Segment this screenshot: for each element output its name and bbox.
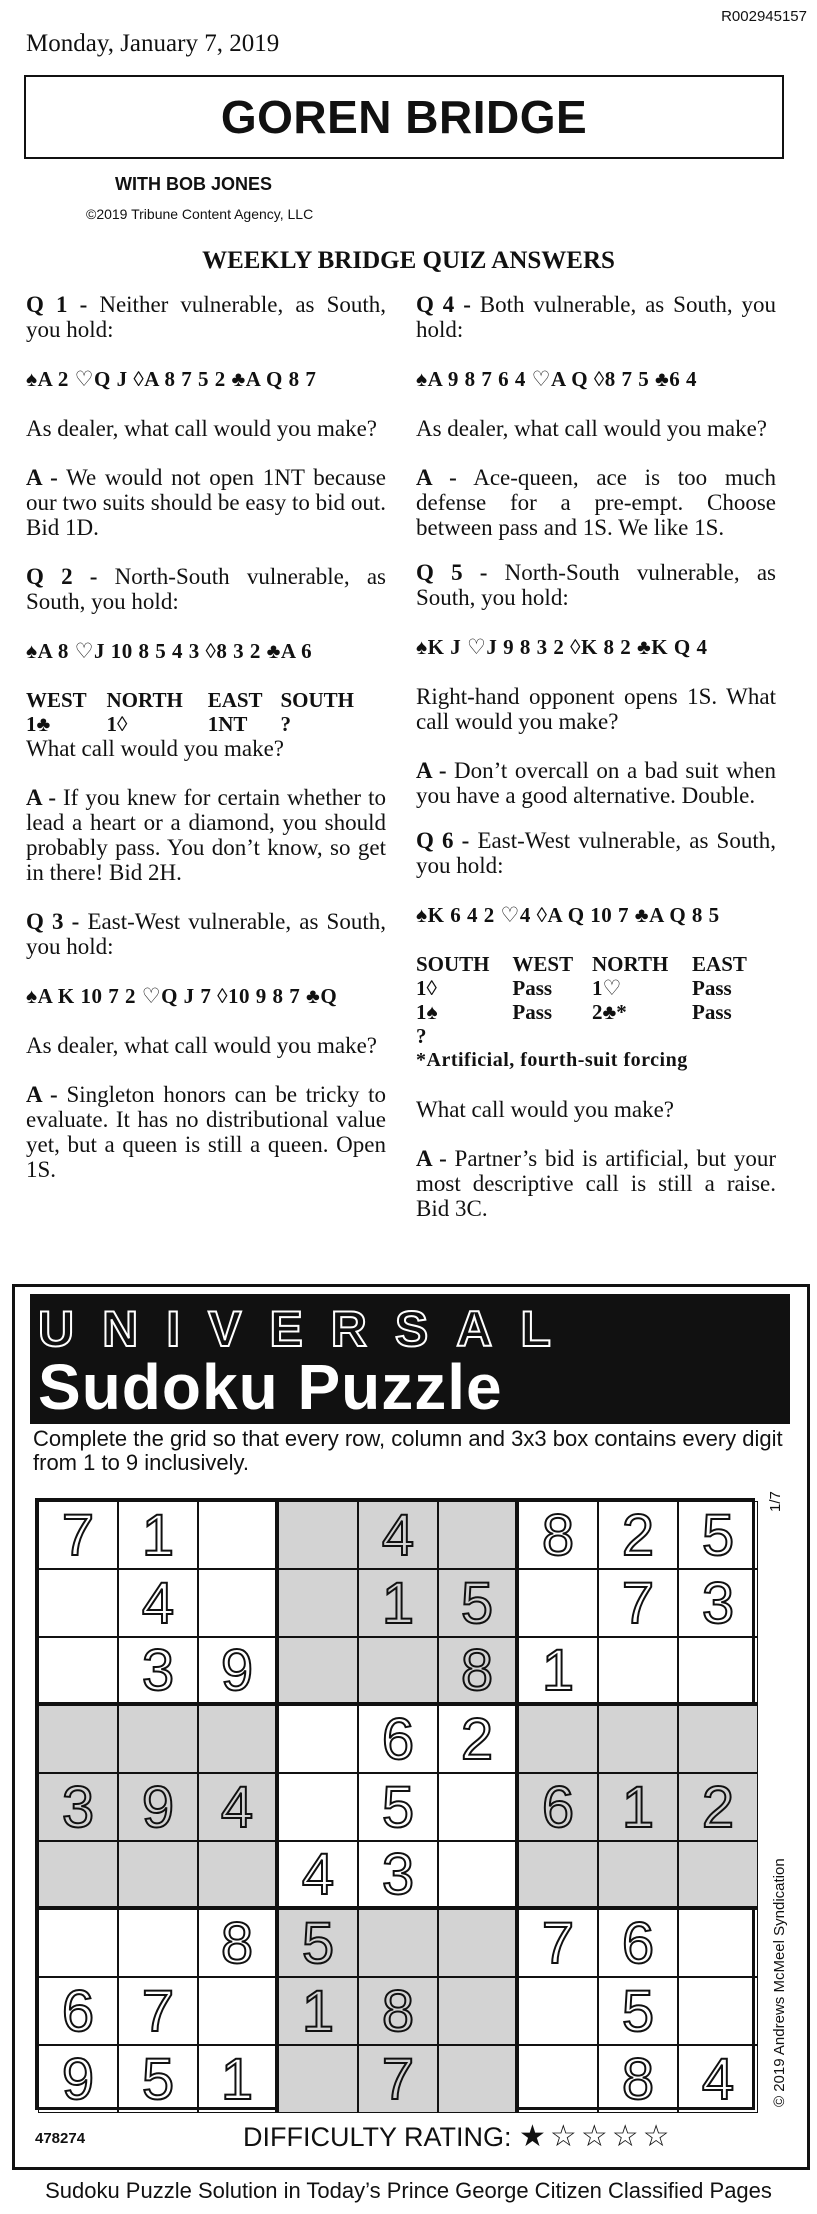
question-4-hand: ♠A 9 8 7 6 4 ♡A Q ◊8 7 5 ♣6 4 [416,367,697,391]
sudoku-cell[interactable] [678,1705,758,1773]
sudoku-cell[interactable] [678,1977,758,2045]
difficulty-stars-icon: ★☆☆☆☆ [519,2120,674,2153]
sudoku-cell[interactable] [198,1501,278,1569]
column-title: GOREN BRIDGE [220,91,588,143]
bid-header: EAST [207,688,263,712]
answer-3: A - Singleton honors can be tricky to evaluate. It has no distributional value yet, but a queen is still a queen. Open 1S. [26,1082,387,1182]
bid-cell: 1NT [207,712,248,736]
sudoku-cell[interactable] [438,2045,518,2113]
question-6-prompt: What call would you make? [416,1097,675,1122]
sudoku-cell[interactable]: 5 [118,2045,198,2113]
question-4: Q 4 - Both vulnerable, as South, you hold: [416,292,776,342]
question-2-hand: ♠A 8 ♡J 10 8 5 4 3 ◊8 3 2 ♣A 6 [26,639,313,663]
bid-header: NORTH [106,688,183,712]
sudoku-cell[interactable]: 5 [278,1909,358,1977]
bid-header: SOUTH [416,952,490,976]
quiz-title: WEEKLY BRIDGE QUIZ ANSWERS [202,247,615,274]
bid-cell: Pass [512,976,553,1000]
bid-cell: Pass [692,1000,732,1024]
question-3-hand: ♠A K 10 7 2 ♡Q J 7 ◊10 9 8 7 ♣Q [26,984,338,1008]
sudoku-cell[interactable] [38,1841,118,1909]
sudoku-grid [35,1498,755,2110]
question-1: Q 1 - Neither vulnerable, as South, you hold: [26,292,386,342]
question-2: Q 2 - North-South vulnerable, as South, you hold: [26,564,386,614]
question-6-footnote: *Artificial, fourth-suit forcing [416,1049,688,1071]
bid-cell: Pass [512,1000,553,1024]
answer-6: A - Partner’s bid is artificial, but your most descriptive call is still a raise. Bid 3C. [416,1146,776,1221]
sudoku-cell[interactable]: 2 [678,1773,758,1841]
answer-2: A - If you knew for certain whether to lead a heart or a diamond, you should probably pass. You don’t know, so get in there! Bid 2H. [26,785,386,885]
difficulty-rating [243,2119,674,2154]
question-3: Q 3 - East-West vulnerable, as South, you hold: [26,909,386,959]
question-5: Q 5 - North-South vulnerable, as South, you hold: [416,560,776,610]
sudoku-cell[interactable] [278,1705,358,1773]
sudoku-cell[interactable]: 8 [518,1501,598,1569]
question-2-bidding [26,688,378,736]
sudoku-cell[interactable] [358,1909,438,1977]
sudoku-cell[interactable] [358,1637,438,1705]
bid-cell: 1♡ [592,976,622,1000]
sudoku-cell[interactable] [678,1637,758,1705]
bid-header: EAST [692,952,747,976]
sudoku-cell[interactable] [438,1773,518,1841]
sudoku-title: Sudoku Puzzle [38,1351,503,1423]
sudoku-cell[interactable]: 6 [38,1977,118,2045]
sudoku-cell[interactable] [598,1637,678,1705]
sudoku-cell[interactable] [278,1501,358,1569]
sudoku-cell[interactable] [118,1705,198,1773]
sudoku-cell[interactable] [438,1841,518,1909]
sudoku-cell[interactable] [38,1909,118,1977]
answer-1: A - We would not open 1NT because our two suits should be easy to bid out. Bid 1D. [26,465,386,540]
difficulty-label: DIFFICULTY RATING: [243,2122,512,2152]
bid-cell: ? [416,1024,427,1048]
sudoku-cell[interactable] [278,2045,358,2113]
sudoku-cell[interactable]: 1 [518,1637,598,1705]
bid-cell: 1◊ [106,712,128,736]
sudoku-cell[interactable]: 2 [598,1501,678,1569]
sudoku-cell[interactable]: 3 [358,1841,438,1909]
column-title-box [24,75,784,159]
sudoku-brand: UNIVERSAL [38,1301,579,1357]
sudoku-cell[interactable]: 6 [598,1909,678,1977]
byline: WITH BOB JONES [115,174,273,194]
question-6-bidding [416,952,764,1048]
sudoku-cell[interactable]: 6 [358,1705,438,1773]
question-6: Q 6 - East-West vulnerable, as South, you hold: [416,828,776,878]
sudoku-cell[interactable] [438,1977,518,2045]
sudoku-cell[interactable] [518,1841,598,1909]
sudoku-cell[interactable] [38,1705,118,1773]
sudoku-cell[interactable]: 2 [438,1705,518,1773]
sudoku-cell[interactable] [678,1841,758,1909]
bid-header: WEST [26,688,87,712]
sudoku-cell[interactable]: 8 [198,1909,278,1977]
sudoku-cell[interactable] [278,1773,358,1841]
sudoku-copyright: © 2019 Andrews McMeel Syndication [771,1858,788,2107]
sudoku-cell[interactable]: 5 [678,1501,758,1569]
sudoku-banner [30,1294,790,1424]
sudoku-cell[interactable]: 3 [38,1773,118,1841]
sudoku-cell[interactable]: 4 [118,1569,198,1637]
sudoku-cell[interactable] [518,1705,598,1773]
question-5-hand: ♠K J ♡J 9 8 3 2 ◊K 8 2 ♣K Q 4 [416,635,708,659]
right-column [416,292,776,1221]
sudoku-cell[interactable] [118,1909,198,1977]
bid-cell: ? [280,712,291,736]
bid-cell: 1♣ [26,712,51,736]
sudoku-cell[interactable]: 8 [598,2045,678,2113]
sudoku-panel [12,1284,810,2170]
question-6-hand: ♠K 6 4 2 ♡4 ◊A Q 10 7 ♣A Q 8 5 [416,903,720,927]
sudoku-cell[interactable]: 5 [438,1569,518,1637]
sudoku-cell[interactable] [118,1841,198,1909]
question-5-prompt: Right-hand opponent opens 1S. What call would you make? [416,684,776,734]
sudoku-cell[interactable] [278,1569,358,1637]
sudoku-cell[interactable]: 7 [358,2045,438,2113]
bid-cell: 1◊ [416,976,437,1000]
sudoku-cell[interactable] [38,1637,118,1705]
puzzle-id: 478274 [35,2130,86,2147]
sudoku-cell[interactable] [598,1841,678,1909]
sudoku-cell[interactable]: 9 [38,2045,118,2113]
sudoku-cell[interactable] [518,1569,598,1637]
sudoku-cell[interactable]: 9 [118,1773,198,1841]
sudoku-cell[interactable] [38,1569,118,1637]
sudoku-cell[interactable]: 1 [278,1977,358,2045]
sudoku-cell[interactable] [198,1705,278,1773]
question-1-hand: ♠A 2 ♡Q J ◊A 8 7 5 2 ♣A Q 8 7 [26,367,317,391]
footer-note: Sudoku Puzzle Solution in Today’s Prince George Citizen Classified Pages [45,2178,772,2203]
question-4-prompt: As dealer, what call would you make? [416,416,767,441]
bid-header: WEST [512,952,574,976]
sudoku-cell[interactable] [438,1501,518,1569]
question-3-prompt: As dealer, what call would you make? [26,1033,377,1058]
bid-cell: 2♣* [592,1000,627,1024]
sudoku-cell[interactable]: 5 [598,1977,678,2045]
sudoku-cell[interactable]: 7 [518,1909,598,1977]
sudoku-cell[interactable]: 7 [38,1501,118,1569]
sudoku-cell[interactable] [598,1705,678,1773]
copyright-notice: ©2019 Tribune Content Agency, LLC [86,206,314,222]
sudoku-cell[interactable]: 3 [678,1569,758,1637]
bid-header: SOUTH [280,688,354,712]
sudoku-cell[interactable]: 9 [198,1637,278,1705]
sudoku-cell[interactable]: 8 [358,1977,438,2045]
sudoku-cell[interactable]: 1 [598,1773,678,1841]
document-code: R002945157 [721,8,807,25]
sudoku-cell[interactable] [198,1841,278,1909]
sudoku-cell[interactable]: 3 [118,1637,198,1705]
sudoku-cell[interactable] [198,1977,278,2045]
sudoku-cell[interactable]: 4 [198,1773,278,1841]
sudoku-cell[interactable] [518,1977,598,2045]
sudoku-cell[interactable]: 7 [598,1569,678,1637]
sudoku-cell[interactable] [278,1637,358,1705]
bid-header: NORTH [592,952,669,976]
sudoku-cell[interactable]: 4 [358,1501,438,1569]
publication-date: Monday, January 7, 2019 [26,30,280,57]
question-2-prompt: What call would you make? [26,736,285,761]
sudoku-cell[interactable] [198,1569,278,1637]
sudoku-cell[interactable]: 1 [198,2045,278,2113]
left-column [26,292,386,1182]
sudoku-cell[interactable]: 5 [358,1773,438,1841]
sudoku-cell[interactable]: 8 [438,1637,518,1705]
question-1-prompt: As dealer, what call would you make? [26,416,377,441]
sudoku-instructions: Complete the grid so that every row, column and 3x3 box contains every digit from 1 to 9 inclusively. [33,1426,783,1475]
sudoku-cell[interactable] [678,1909,758,1977]
sudoku-cell[interactable]: 4 [278,1841,358,1909]
sudoku-cell[interactable] [518,2045,598,2113]
sudoku-cell[interactable]: 7 [118,1977,198,2045]
bid-cell: Pass [692,976,732,1000]
sudoku-date: 1/7 [767,1491,784,1512]
sudoku-cell[interactable]: 1 [358,1569,438,1637]
sudoku-cell[interactable]: 4 [678,2045,758,2113]
sudoku-cell[interactable] [438,1909,518,1977]
bid-cell: 1♠ [416,1000,438,1024]
answer-4: A - Ace-queen, ace is too much defense for a pre-empt. Choose between pass and 1S. We like 1S. [416,465,776,540]
sudoku-cell[interactable]: 1 [118,1501,198,1569]
sudoku-cell[interactable]: 6 [518,1773,598,1841]
answer-5: A - Don’t overcall on a bad suit when you have a good alternative. Double. [416,758,776,808]
